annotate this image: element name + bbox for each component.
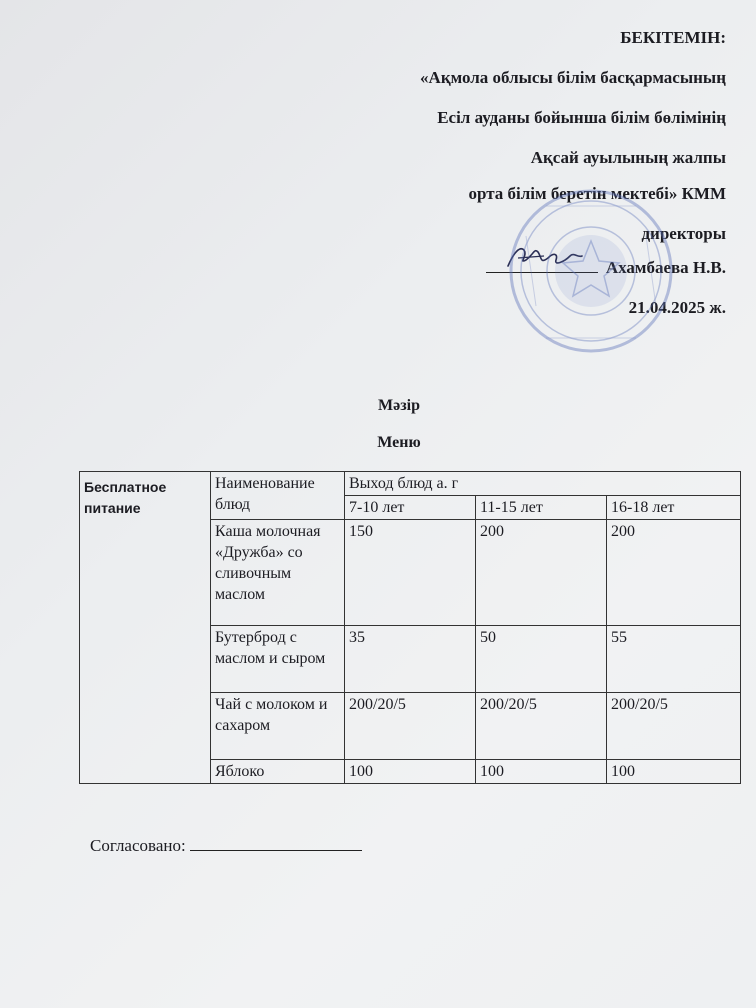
approval-org-line-1: «Ақмола облысы білім басқармасының [420,68,726,87]
agreed-signature-line [190,838,362,851]
yield-value: 200 [607,520,741,626]
yield-value: 200/20/5 [476,693,607,760]
approval-org-line-4: орта білім беретін мектебі» КММ [468,184,726,203]
yield-value: 100 [345,760,476,784]
document-title-kz: Мәзір [378,397,420,414]
age-group-header: 16-18 лет [607,496,741,520]
category-cell: Бесплатное питание [80,472,211,784]
dish-name: Каша молочная «Дружба» со сливочным маслом [211,520,345,626]
age-group-header: 7-10 лет [345,496,476,520]
yield-value: 35 [345,626,476,693]
approval-title: БЕКІТЕМІН: [620,28,726,47]
age-group-header: 11-15 лет [476,496,607,520]
yield-value: 100 [476,760,607,784]
yield-value: 200 [476,520,607,626]
official-stamp [506,186,676,361]
yield-column-header: Выход блюд а. г [345,472,741,496]
dish-name: Чай с молоком и сахаром [211,693,345,760]
dish-column-header: Наименование блюд [211,472,345,520]
menu-table [79,471,741,784]
agreed-block [90,836,362,856]
director-name: Ахамбаева Н.В. [605,258,726,277]
yield-value: 200/20/5 [607,693,741,760]
approval-position: директоры [641,224,726,243]
approval-org-line-3: Ақсай ауылының жалпы [530,148,726,167]
yield-value: 50 [476,626,607,693]
approval-org-line-2: Есіл ауданы бойынша білім бөлімінің [437,108,726,127]
yield-value: 200/20/5 [345,693,476,760]
dish-name: Бутерброд с маслом и сыром [211,626,345,693]
approval-date: 21.04.2025 ж. [628,298,726,317]
document-title-ru: Меню [377,434,421,451]
dish-name: Яблоко [211,760,345,784]
yield-value: 150 [345,520,476,626]
yield-value: 100 [607,760,741,784]
table-header-row [80,472,741,496]
yield-value: 55 [607,626,741,693]
agreed-label: Согласовано: [90,836,186,855]
